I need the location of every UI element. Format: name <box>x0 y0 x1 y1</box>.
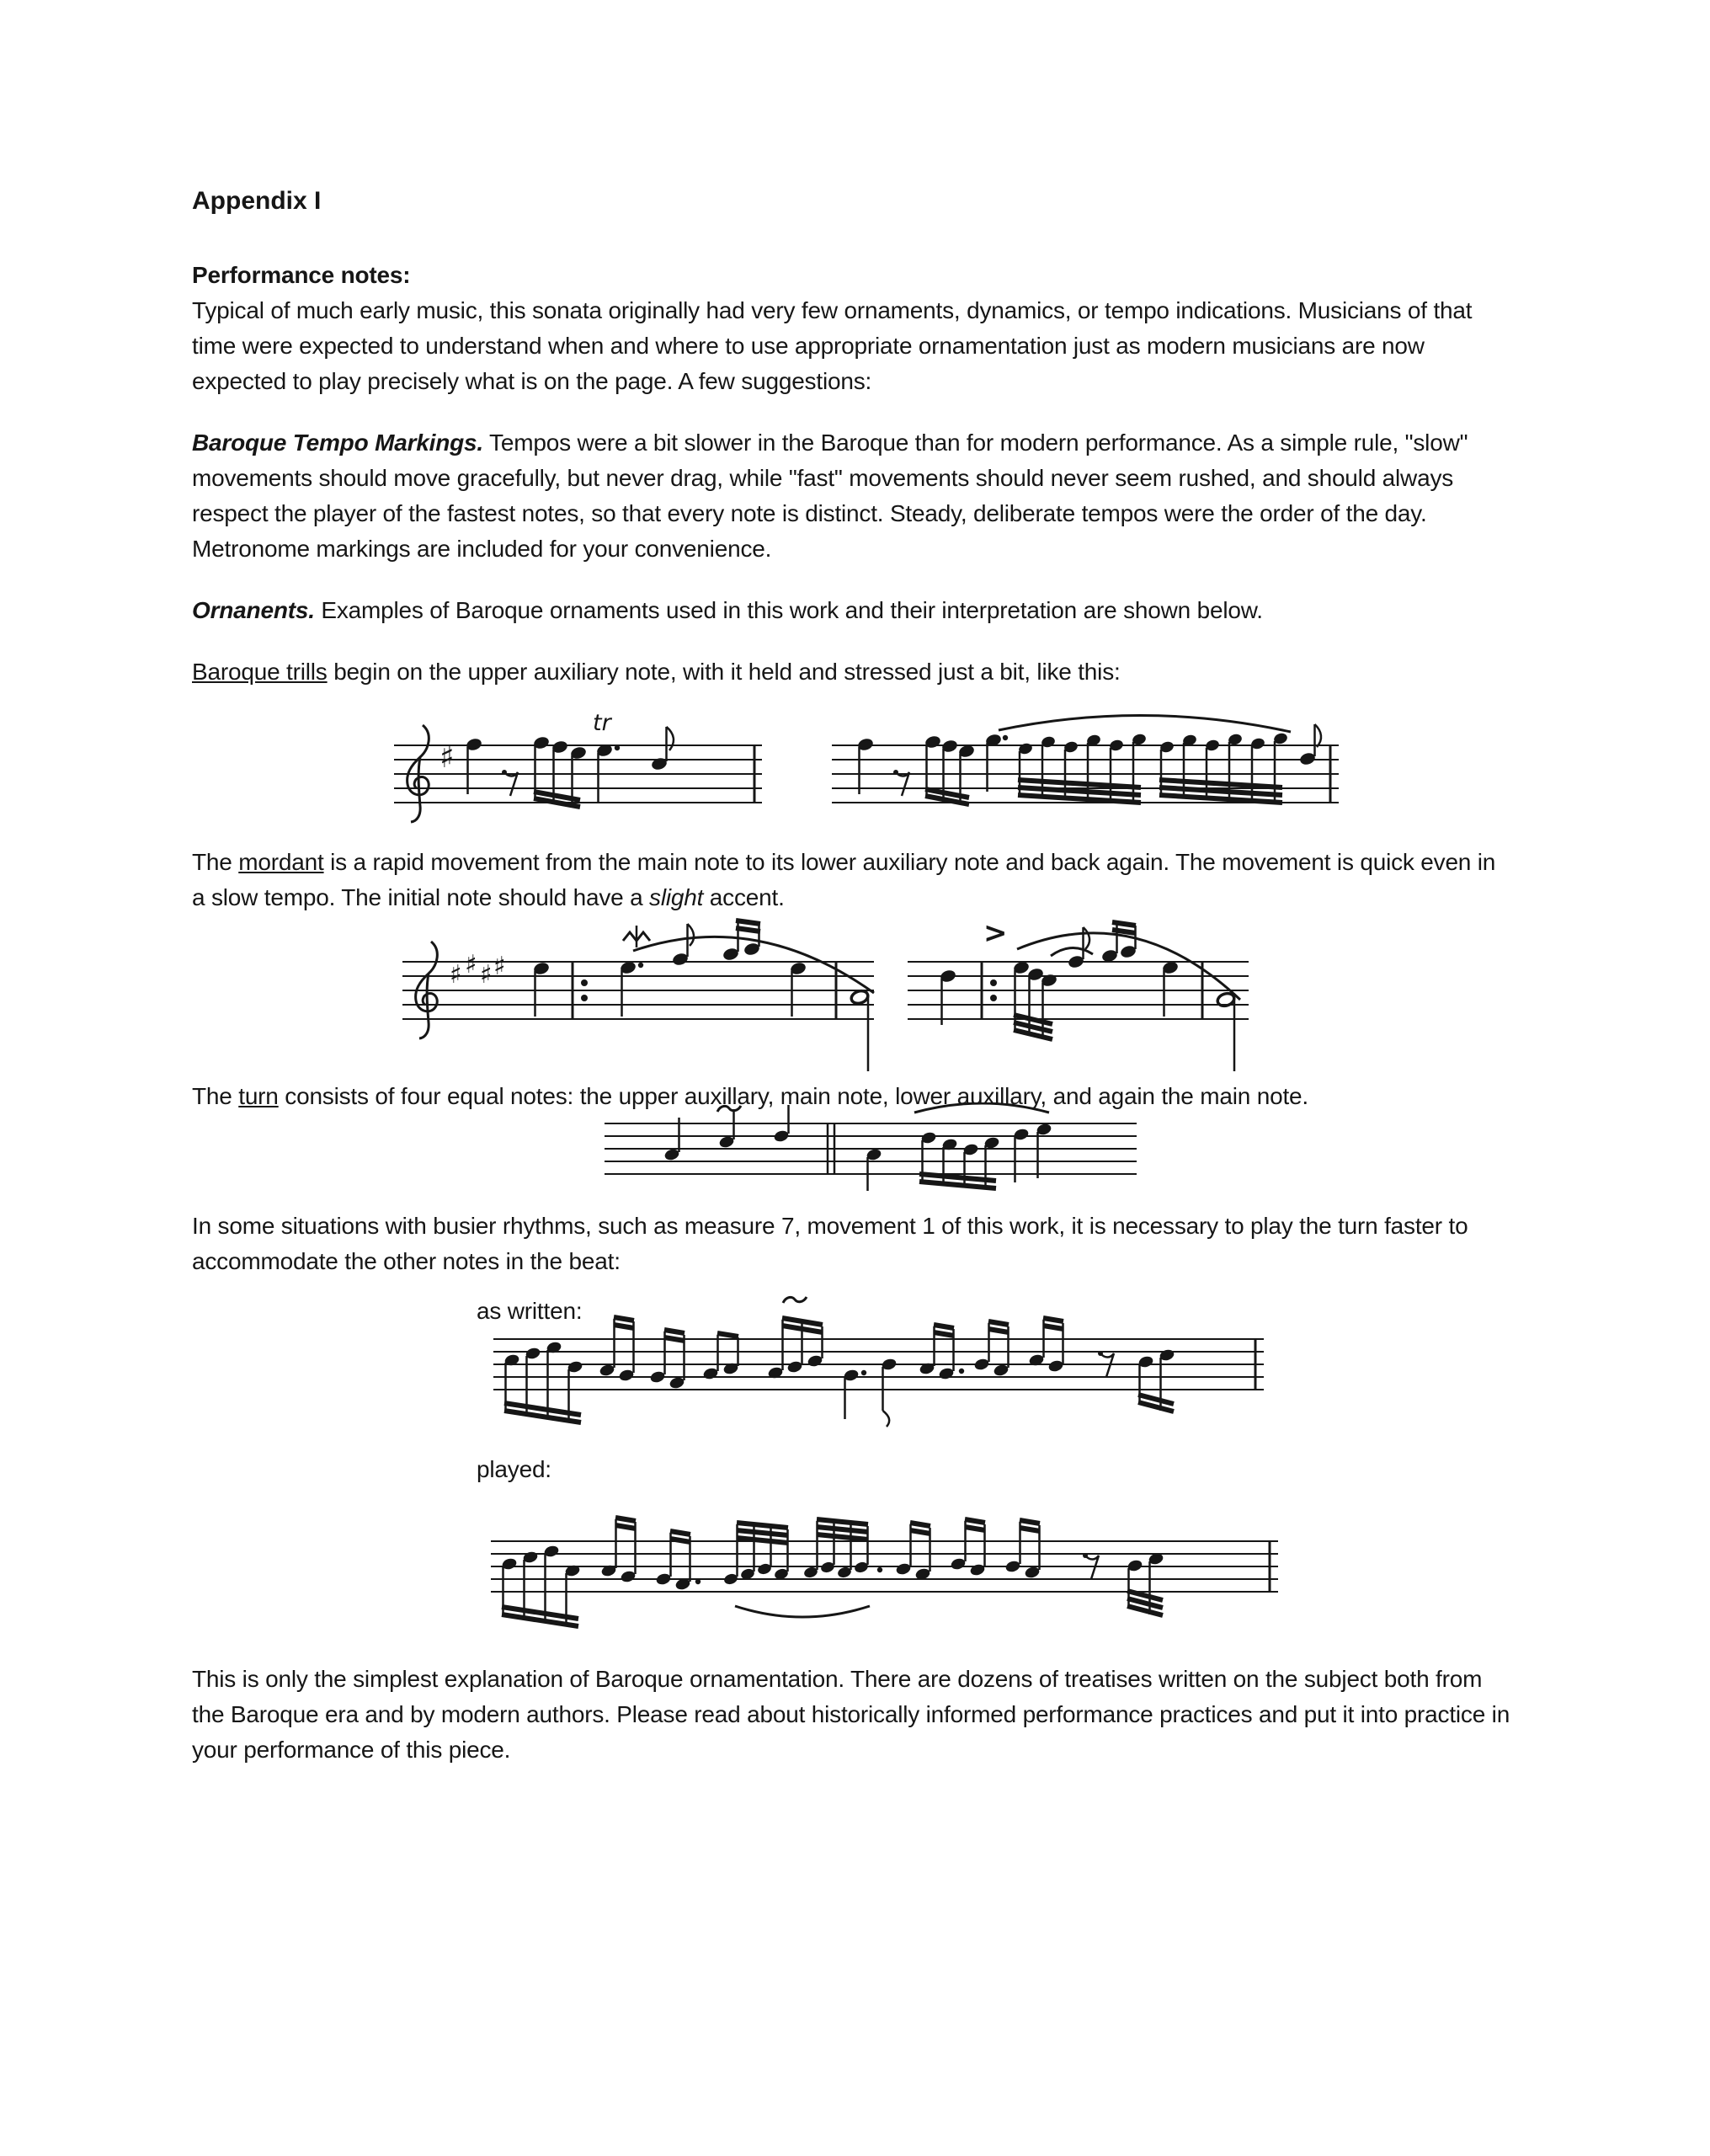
ornaments-paragraph <box>192 593 1511 628</box>
closing-body: This is only the simplest explanation of Baroque ornamentation. There are dozens of treatises written on the subject both from the Baroque era and by modern authors. Please read about historically informed performance practices and put it into practice in your performance of this piece. <box>192 1666 1510 1763</box>
mordant-post: accent. <box>703 884 785 910</box>
mordant-pre: The <box>192 849 239 875</box>
mordant-term: mordant <box>238 849 324 875</box>
sharp-icon: ♯ <box>480 960 493 990</box>
mordent-notation <box>402 915 1253 1075</box>
played-label: played: <box>477 1456 551 1482</box>
closing-paragraph <box>192 1662 1511 1768</box>
as-written-notation <box>493 1293 1268 1443</box>
turn-notation <box>605 1102 1139 1197</box>
played-notation <box>491 1495 1282 1645</box>
mordant-paragraph <box>192 845 1511 915</box>
sharp-icon: ♯ <box>465 950 477 979</box>
sharp-icon: ♯ <box>450 960 462 990</box>
mordant-mid: is a rapid movement from the main note to its lower auxiliary note and back again. The movement is quick even in a slow tempo. The initial note should have a <box>192 849 1496 910</box>
trills-paragraph <box>192 654 1511 690</box>
busier-rhythms-body: In some situations with busier rhythms, such as measure 7, movement 1 of this work, it is necessary to play the turn faster to accommodate the other notes in the beat: <box>192 1213 1468 1274</box>
trill-symbol: tr <box>593 712 611 736</box>
mordant-italic: slight <box>649 884 704 910</box>
accent-symbol: > <box>983 916 1008 950</box>
sharp-icon: ♯ <box>439 740 455 775</box>
turn-symbol <box>783 1297 807 1303</box>
performance-notes-paragraph <box>192 293 1511 399</box>
turn-pre: The <box>192 1083 239 1109</box>
thirtysecond-run <box>1018 732 1289 803</box>
tempo-markings-lead: Baroque Tempo Markings. <box>192 430 483 456</box>
tempo-markings-body: Tempos were a bit slower in the Baroque than for modern performance. As a simple rule, "slow" movements should move gracefully, but never drag, while "fast" movements should never seem rushed, and should always respect the player of the fastest notes, so that every note is distinct. Steady, deliberate tempos were the order of the day. Metronome markings are included for your convenience. <box>192 430 1468 562</box>
slur <box>735 1606 870 1617</box>
turn-realized-run <box>723 1519 870 1617</box>
half-note <box>850 989 869 1005</box>
turn-term: turn <box>238 1083 279 1109</box>
page-title: Appendix I <box>192 187 322 215</box>
as-written-figure <box>192 1293 1511 1454</box>
slur <box>999 715 1291 732</box>
as-written-label: as written: <box>477 1298 583 1324</box>
performance-notes-heading: Performance notes: <box>192 262 411 288</box>
trills-body: begin on the upper auxiliary note, with it held and stressed just a bit, like this: <box>327 659 1121 685</box>
sharp-icon: ♯ <box>493 952 506 981</box>
ornaments-body: Examples of Baroque ornaments used in this work and their interpretation are shown below. <box>314 597 1263 623</box>
busier-rhythms-paragraph <box>192 1209 1511 1279</box>
turn-paragraph <box>192 1079 1511 1114</box>
tempo-markings-paragraph <box>192 425 1511 567</box>
trills-term: Baroque trills <box>192 659 328 685</box>
ornaments-lead: Ornanents. <box>192 597 315 623</box>
performance-notes-body: Typical of much early music, this sonata originally had very few ornaments, dynamics, or tempo indications. Musicians of that time were expected to understand when and where to use appropriate ornamentation just as modern musicians are now expected to play precisely what is on the page. A few suggestions: <box>192 297 1473 394</box>
turn-post: consists of four equal notes: the upper auxillary, main note, lower auxillary, and again the main note. <box>278 1083 1309 1109</box>
trill-notation <box>394 712 1345 838</box>
